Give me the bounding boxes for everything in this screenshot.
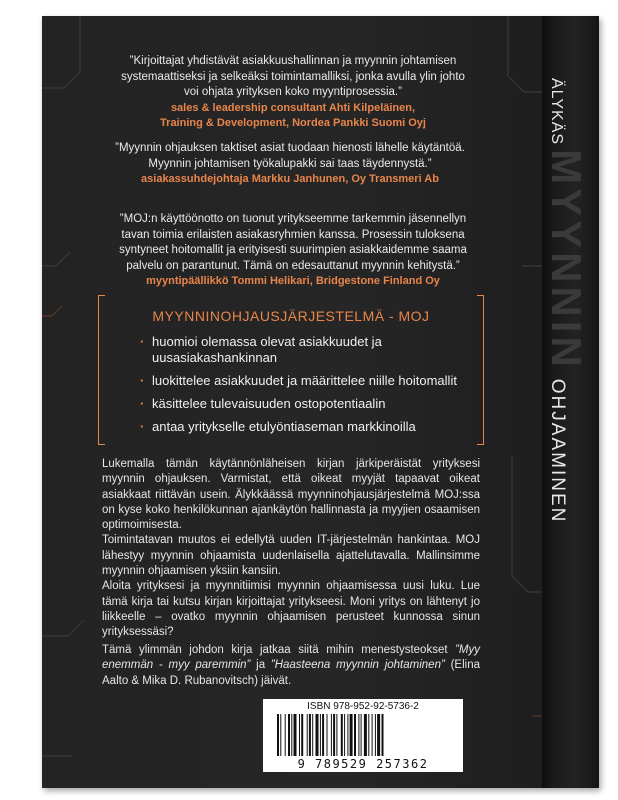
- closing-part-2: ja: [250, 659, 271, 672]
- barcode-bar: [377, 714, 380, 756]
- barcode-bar: [344, 714, 345, 756]
- blurb-paragraph-3: Aloita yrityksesi ja myynnitiimisi myynnin ohjaamisessa uusi luku. Lue tämä kirja tai kutsu kirjan kirjoittajat yritykseesi. Moni yritys on lähtenyt jo liikkeelle – ovatko myynnin ohjaamisen perusteet kunnossa sinun yrityksessäsi?: [102, 580, 480, 639]
- barcode-bar: [316, 714, 319, 756]
- spine-word-3: OHJAAMINEN: [547, 378, 568, 524]
- quote-1-attribution-2: Training & Development, Nordea Pankki Suomi Oyj: [160, 116, 426, 129]
- barcode-bar: [336, 714, 337, 756]
- barcode-bar: [307, 714, 308, 756]
- barcode-bar: [280, 714, 281, 756]
- barcode-bar: [312, 714, 313, 756]
- barcode-bar: [327, 714, 328, 756]
- closing-part-1: Tämä ylimmän johdon kirja jatkaa siitä mihin menestysteokset: [102, 644, 456, 656]
- barcode-bar: [341, 714, 343, 756]
- moj-feature-item: · luokittelee asiakkuudet ja määrittelee niille hoitomallit: [140, 373, 460, 389]
- quote-3-attribution: myyntipäällikkö Tommi Helikari, Bridgestone Finland Oy: [146, 275, 440, 287]
- barcode-icon: [277, 714, 449, 756]
- moj-feature-list: [140, 334, 460, 442]
- spine-word-1: ÄLYKÄS: [548, 78, 565, 146]
- spine-word-2: MYYNNIN: [543, 149, 590, 371]
- quote-1-attribution-1: sales & leadership consultant Ahti Kilpeläinen,: [170, 101, 416, 114]
- closing-part-3: (Elina Aalto & Mika D. Rubanovitsch) jäivät.: [102, 659, 480, 687]
- barcode-bar: [358, 714, 359, 756]
- barcode-bar: [288, 714, 290, 756]
- quote-2-text: ”Myynnin ohjauksen taktiset asiat tuodaan hienosti lähelle käytäntöä. Myynnin johtamisen työkalupakki sai taas täydennystä.”: [115, 142, 465, 170]
- barcode-bar: [322, 714, 324, 756]
- blurb-text: [102, 457, 480, 641]
- barcode-bar: [368, 714, 369, 756]
- moj-feature-item: · huomioi olemassa olevat asiakkuudet ja uusasiakashankinnan: [140, 334, 460, 366]
- back-cover: [42, 16, 542, 788]
- barcode-bar: [320, 714, 321, 756]
- quote-3: [108, 212, 478, 289]
- isbn-text: ISBN 978-952-92-5736-2: [307, 701, 419, 712]
- closing-title-1: ”Myy enemmän - myy paremmin”: [102, 644, 480, 672]
- book: [42, 16, 599, 788]
- blurb-paragraph-1: Lukemalla tämän käytännönläheisen kirjan järkiperäistät yrityksesi myynnin ohjauksen. Varmistat, että oikeat myyjät tapaavat oikeat asiakkaat riittävän usein. Älykkäässä myynninohjausjärjestelmä MOJ:ssa on kyse koko henkilökunnan ajankäytön hallinnasta ja myyjien osaamisen optimoimisesta.: [102, 458, 480, 532]
- barcode-bar: [372, 714, 373, 756]
- closing-text: [102, 643, 480, 689]
- barcode-bar: [347, 714, 348, 756]
- barcode-bar: [333, 714, 335, 756]
- barcode-bar: [354, 714, 356, 756]
- spine-title: [542, 78, 590, 523]
- quote-3-text: ”MOJ:n käyttöönotto on tuonut yritykseemme tarkemmin jäsennellyn tavan toimia erilaisten asiakasryhmien kanssa. Prosessin tuloksena syntyneet hoitomallit ja erityisesti suurimpien asiakkaidemme saama palvelu on parantunut. Tämä on edesauttanut myynnin kehitystä.”: [119, 213, 467, 272]
- quote-2: [110, 141, 470, 187]
- barcode-bar: [277, 714, 279, 756]
- barcode-bar: [299, 714, 300, 756]
- moj-feature-item: · käsittelee tulevaisuuden ostopotentiaalin: [140, 396, 460, 412]
- moj-feature-item: · antaa yritykselle etulyöntiaseman markkinoilla: [140, 419, 460, 435]
- quote-2-attribution: asiakassuhdejohtaja Markku Janhunen, Oy Transmeri Ab: [141, 173, 439, 185]
- barcode-bar: [331, 714, 332, 756]
- barcode-bar: [375, 714, 376, 756]
- barcode-bar: [361, 714, 362, 756]
- moj-title: MYYNNINOHJAUSJÄRJESTELMÄ - MOJ: [152, 308, 430, 324]
- barcode-number: 9 789529 257362: [297, 757, 429, 771]
- barcode-bar: [309, 714, 311, 756]
- barcode-bar: [291, 714, 292, 756]
- barcode-label: [263, 699, 463, 772]
- moj-feature-box: [98, 295, 484, 445]
- barcode-bar: [382, 714, 384, 756]
- quote-1: [117, 54, 469, 131]
- quote-1-text: ”Kirjoittajat yhdistävät asiakkuushallinnan ja myynnin johtamisen systemaattiseksi ja selkeäksi toimintamalliksi, jonka avulla ylin johto voi ohjata yrityksen koko myyntiprosessia.”: [121, 55, 465, 98]
- closing-title-2: ”Haasteena myynnin johtaminen”: [270, 659, 445, 672]
- blurb-paragraph-2: Toimintatavan muutos ei edellytä uuden IT-järjestelmän hankintaa. MOJ lähestyy myynnin ohjaamista uudenlaisella ajattelutavalla. Mallinsimme myynnin ohjaamisen yksiin kansiin.: [102, 534, 480, 578]
- barcode-bar: [294, 714, 297, 756]
- barcode-bar: [364, 714, 367, 756]
- barcode-bar: [285, 714, 286, 756]
- barcode-bar: [350, 714, 353, 756]
- barcode-bar: [301, 714, 303, 756]
